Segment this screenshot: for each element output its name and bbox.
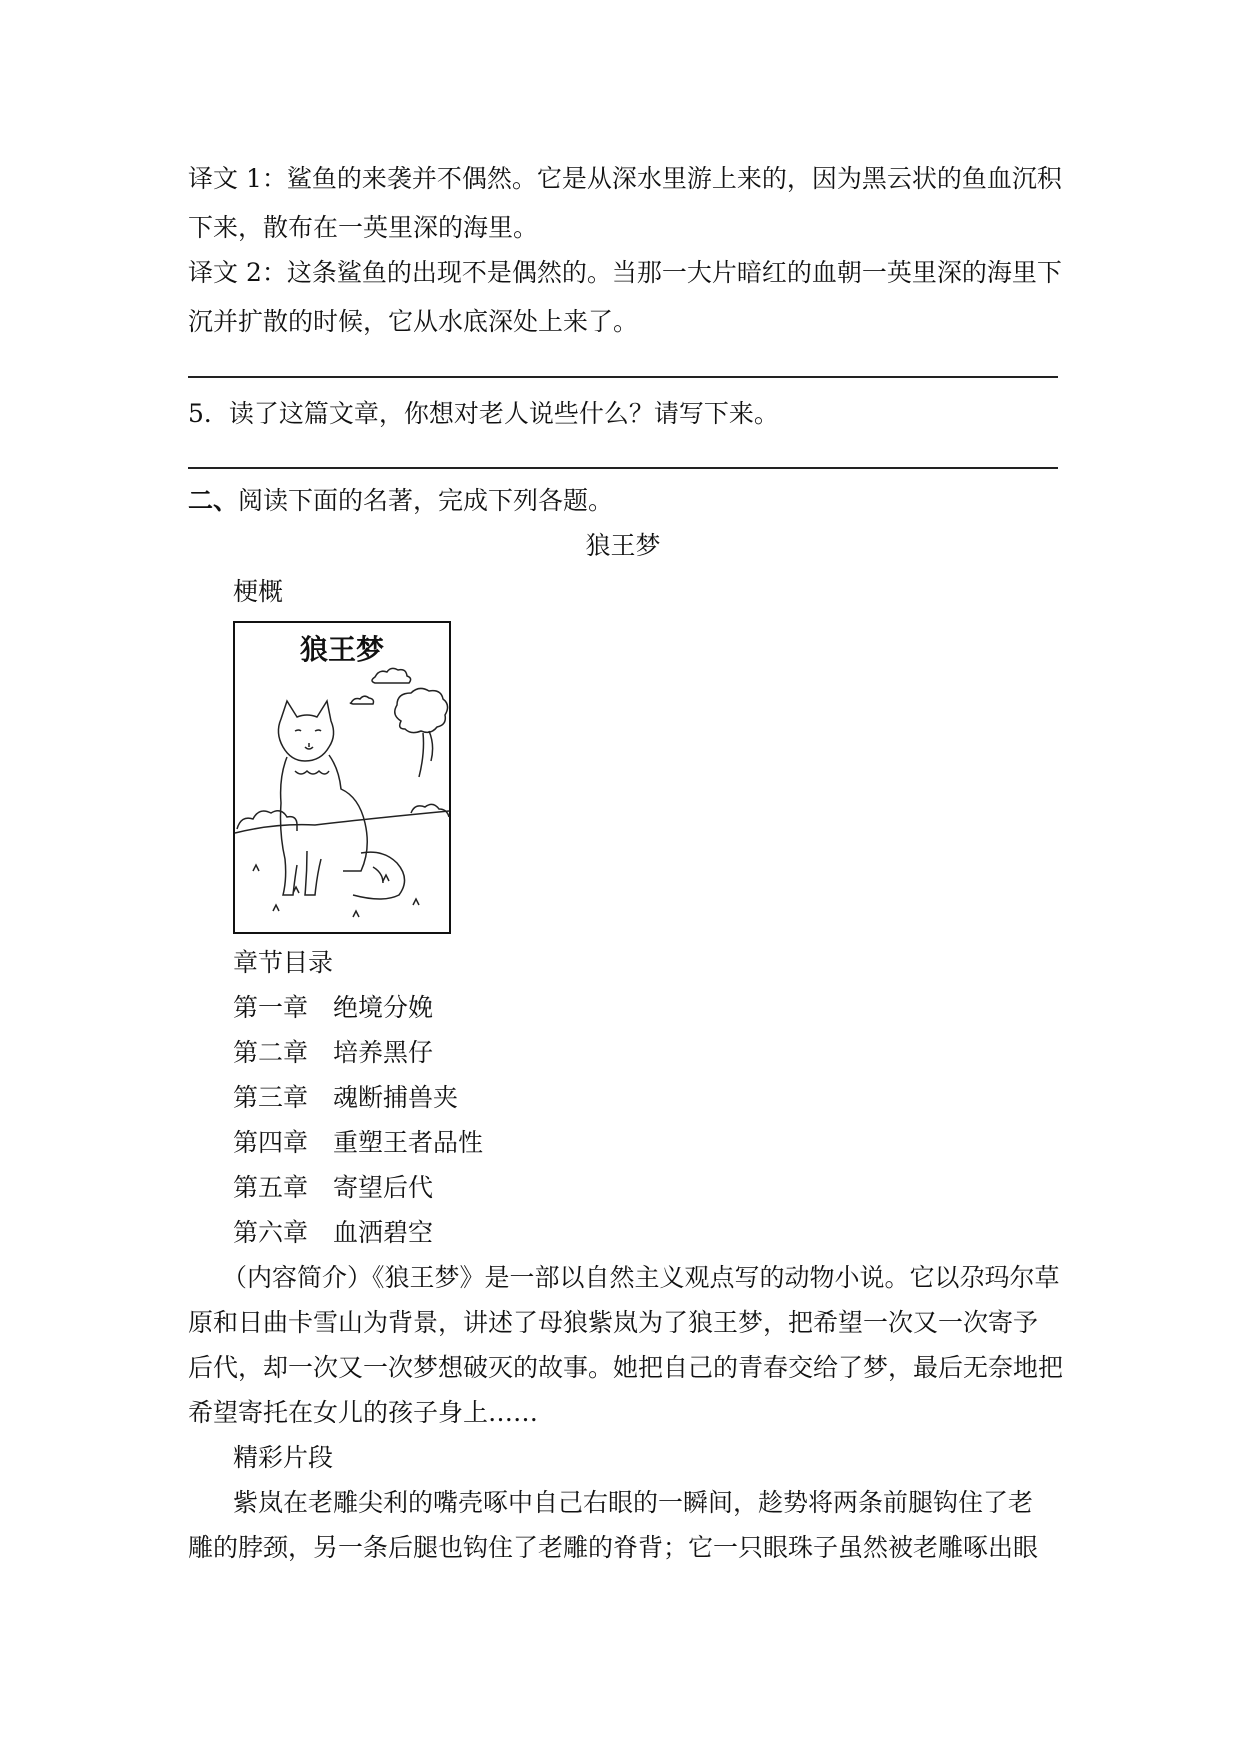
chapter-number: 第六章 xyxy=(233,1218,309,1247)
chapter-number: 第四章 xyxy=(233,1128,309,1157)
section-number: 二、 xyxy=(188,486,239,515)
toc-item xyxy=(233,1083,458,1113)
answer-line xyxy=(188,376,1058,378)
toc-item xyxy=(233,1173,433,1203)
summary-label: 梗概 xyxy=(233,577,284,606)
chapter-number: 第五章 xyxy=(233,1173,309,1202)
chapter-title: 魂断捕兽夹 xyxy=(333,1083,459,1112)
book-cover-image xyxy=(233,621,451,934)
chapter-title: 寄望后代 xyxy=(333,1173,434,1202)
excerpt-line: 雕的脖颈，另一条后腿也钩住了老雕的脊背；它一只眼珠子虽然被老雕啄出眼 xyxy=(188,1533,1039,1562)
chapter-title: 绝境分娩 xyxy=(333,993,434,1022)
translation-1-line-1: 译文 1：鲨鱼的来袭并不偶然。它是从深水里游上来的，因为黑云状的鱼血沉积 xyxy=(188,164,1062,193)
chapter-title: 重塑王者品性 xyxy=(333,1128,484,1157)
intro-line: 原和日曲卡雪山为背景，讲述了母狼紫岚为了狼王梦，把希望一次又一次寄予 xyxy=(188,1308,1039,1337)
intro-line: 希望寄托在女儿的孩子身上…… xyxy=(188,1398,539,1427)
translation-2-line-2: 沉并扩散的时候，它从水底深处上来了。 xyxy=(188,307,639,336)
chapter-number: 第一章 xyxy=(233,993,309,1022)
translation-1-line-2: 下来，散布在一英里深的海里。 xyxy=(188,213,539,242)
section-2-heading xyxy=(188,486,1058,516)
section-instruction: 阅读下面的名著，完成下列各题。 xyxy=(238,486,614,515)
chapter-number: 第三章 xyxy=(233,1083,309,1112)
intro-line: （内容简介）《狼王梦》是一部以自然主义观点写的动物小说。它以尕玛尔草 xyxy=(222,1263,1060,1292)
chapter-title: 血洒碧空 xyxy=(333,1218,434,1247)
excerpt-line: 紫岚在老雕尖利的嘴壳啄中自己右眼的一瞬间，趁势将两条前腿钩住了老 xyxy=(233,1488,1034,1517)
answer-line xyxy=(188,467,1058,469)
chapter-title: 培养黑仔 xyxy=(333,1038,434,1067)
toc-item xyxy=(233,1128,483,1158)
question-5: 5．读了这篇文章，你想对老人说些什么？请写下来。 xyxy=(188,399,779,428)
toc-label: 章节目录 xyxy=(233,948,334,977)
translation-2-line-1: 译文 2：这条鲨鱼的出现不是偶然的。当那一大片暗红的血朝一英里深的海里下 xyxy=(188,258,1062,287)
chapter-number: 第二章 xyxy=(233,1038,309,1067)
book-title: 狼王梦 xyxy=(585,531,661,560)
toc-item xyxy=(233,1038,433,1068)
book-cover-title: 狼王梦 xyxy=(299,633,385,666)
excerpt-label: 精彩片段 xyxy=(233,1443,334,1472)
intro-line: 后代，却一次又一次梦想破灭的故事。她把自己的青春交给了梦，最后无奈地把 xyxy=(188,1353,1064,1382)
toc-item xyxy=(233,993,433,1023)
toc-item xyxy=(233,1218,433,1248)
